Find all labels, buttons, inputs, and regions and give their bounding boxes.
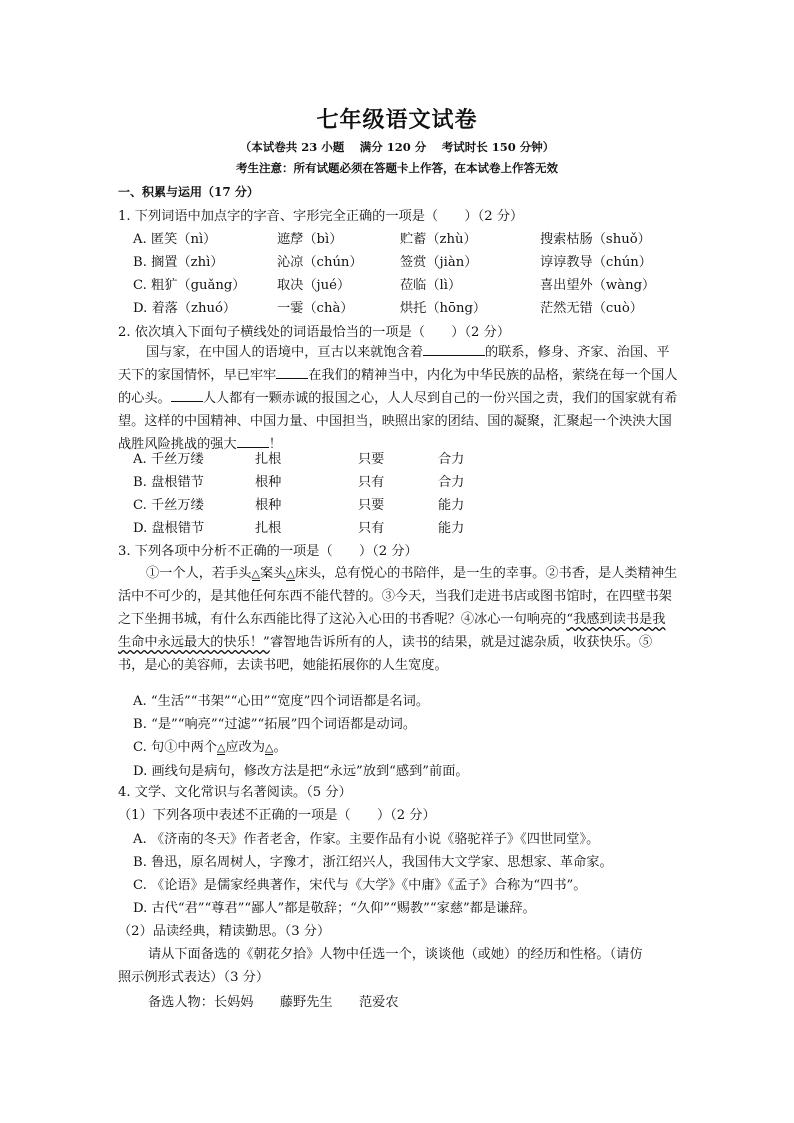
q2-option-b-1: B. 盘根错节 [133,475,204,490]
q2-option-c-4: 能力 [438,498,465,513]
q2-option-c-2: 根种 [255,498,282,513]
q2-text-5: ！ [268,437,282,452]
q4-prompt-line-1: 请从下面备选的《朝花夕拾》人物中任选一个，谈谈他（或她）的经历和性格。（请仿 [148,947,643,962]
q1-option-d-3: 烘托（hōng） [400,301,487,316]
q2-option-a-2: 扎根 [255,452,282,467]
q2-option-d-4: 能力 [438,521,465,536]
q1-option-a-2: 遮孷（bì） [277,232,343,247]
triangle-marker-icon: △ [264,741,274,754]
q1-option-d-4: 茫然无错（cuò） [540,301,643,316]
question-3-stem: 3. 下列各项中分析不正确的一项是（ ）（2 分） [118,544,418,559]
q1-option-b-4: 谆谆教导（chún） [540,255,652,270]
q2-option-c-1: C. 千丝万缕 [133,498,204,513]
q4-prompt-line-2: 照示例形式表达）（3 分） [118,970,270,985]
q2-option-a-4: 合力 [438,452,465,467]
section-heading: 一、积累与运用（17 分） [118,185,259,199]
q1-option-d-2: 一霎（chà） [277,301,354,316]
q1-option-c-1: C. 粗犷（guǎng） [133,278,246,293]
q2-option-a-3: 只要 [358,452,385,467]
q3-text-b: 案头 [259,566,287,581]
answer-blank [237,436,269,448]
q3-option-d: D. 画线句是病句，修改方法是把“永远”放到“感到”前面。 [133,764,469,779]
question-1-stem: 1. 下列词语中加点字的字音、字形完全正确的一项是（ ）（2 分） [118,209,524,224]
triangle-marker-icon: △ [251,567,260,580]
answer-blank [171,390,203,402]
q4-option-b: B. 鲁迅，原名周树人，字豫才，浙江绍兴人，我国伟大文学家、思想家、革命家。 [133,855,613,870]
q2-option-d-1: D. 盘根错节 [133,521,205,536]
q1-option-c-3: 莅临（lì） [400,278,462,293]
answer-blank [423,344,485,356]
question-4-sub1: （1）下列各项中表述不正确的一项是（ ）（2 分） [118,808,436,823]
q3-option-c-text-3: 。 [273,740,287,755]
triangle-marker-icon: △ [286,567,295,580]
q3-text-c: 床头，总有悦心的书陪伴，是一生的幸事。②书香，是人类精神生活中不可少的，是其他任何东西不能代替的。③今天，当我们走进书店或图书馆时，在四壁书架之下坐拥书城，有什么东西能比得了这沁入心田的书香呢？④冰心一句响亮的 [118,566,678,627]
q3-option-a: A. “生活”“书架”“心田”“宽度”四个词语都是名词。 [133,694,430,709]
question-3-passage [118,562,678,677]
q2-option-c-3: 只要 [358,498,385,513]
q3-text-d: 睿智地告诉所有的人，读书的结果，就是过滤杂质，收获快乐。⑤书，是心的美容师，去读书吧，她能拓展你的人生宽度。 [118,635,653,673]
q1-option-c-4: 喜出望外（wàng） [540,278,656,293]
q1-option-a-4: 搜索枯肠（shuǒ） [540,232,651,247]
question-4-sub2: （2）品读经典，精读勤思。（3 分） [118,924,331,939]
q2-option-b-4: 合力 [438,475,465,490]
q4-candidates: 备选人物：长妈妈 藤野先生 范爱农 [148,995,399,1010]
q4-option-d: D. 古代“君”“尊君”“鄙人”都是敬辞；“久仰”“赐教”“家慈”都是谦辞。 [133,901,536,916]
q2-text-1: 国与家，在中国人的语境中，亘古以来就饱含着 [146,345,423,360]
q1-option-a-1: A. 匿笑（nì） [133,232,217,247]
q1-option-b-3: 签赏（jiàn） [400,255,478,270]
q2-text-3: 在我们的精神当中，内化为中华民族的品格，萦绕在每一个国人的心头。 [118,368,678,406]
underlined-sentence: “我感到读书是我生命中永远最大的快乐！” [118,612,666,650]
q2-option-d-2: 扎根 [255,521,282,536]
q3-text-a: ①一个人，若手头 [146,566,252,581]
q3-option-c [133,736,287,755]
q2-text-2: 的联系，修身、齐家、治国、平天下的家国情怀，早已牢牢 [118,345,670,383]
q2-option-b-2: 根种 [255,475,282,490]
q3-option-b: B. “是”“响亮”“过滤”“拓展”四个词语都是动词。 [133,717,417,732]
q4-option-c: C. 《论语》是儒家经典著作，宋代与《大学》《中庸》《孟子》合称为“四书”。 [133,878,587,893]
exam-notice: 考生注意：所有试题必须在答题卡上作答，在本试卷上作答无效 [236,161,558,175]
q3-option-c-text-1: C. 句①中两个 [133,740,217,755]
exam-info: （本试卷共 23 小题 满分 120 分 考试时长 150 分钟） [239,140,555,154]
q1-option-c-2: 取决（jué） [277,278,351,293]
q2-text-4: 人人都有一颗赤诚的报国之心，人人尽到自己的一份兴国之责，我们的国家就有希望。这样的中国精神、中国力量、中国担当，映照出家的团结、国的凝聚，汇聚起一个泱泱大国战胜风险挑战的强大 [118,391,678,452]
question-4-stem: 4. 文学、文化常识与名著阅读。（5 分） [118,785,352,800]
q2-option-d-3: 只有 [358,521,385,536]
q2-option-b-3: 只有 [358,475,385,490]
triangle-marker-icon: △ [216,741,226,754]
q2-option-a-1: A. 千丝万缕 [133,452,204,467]
q1-option-d-1: D. 着落（zhuó） [133,301,237,316]
question-2-stem: 2. 依次填入下面句子横线处的词语最恰当的一项是（ ）（2 分） [118,325,511,340]
question-2-passage [118,341,678,456]
q1-option-b-1: B. 搁置（zhì） [133,255,224,270]
q3-option-c-text-2: 应改为 [225,740,265,755]
page-title: 七年级语文试卷 [316,107,478,133]
q1-option-a-3: 贮蓄（zhù） [400,232,477,247]
q1-option-b-2: 沁凉（chún） [277,255,363,270]
q4-option-a: A. 《济南的冬天》作者老舍，作家。主要作品有小说《骆驼祥子》《四世同堂》。 [133,832,600,847]
answer-blank [276,367,308,379]
